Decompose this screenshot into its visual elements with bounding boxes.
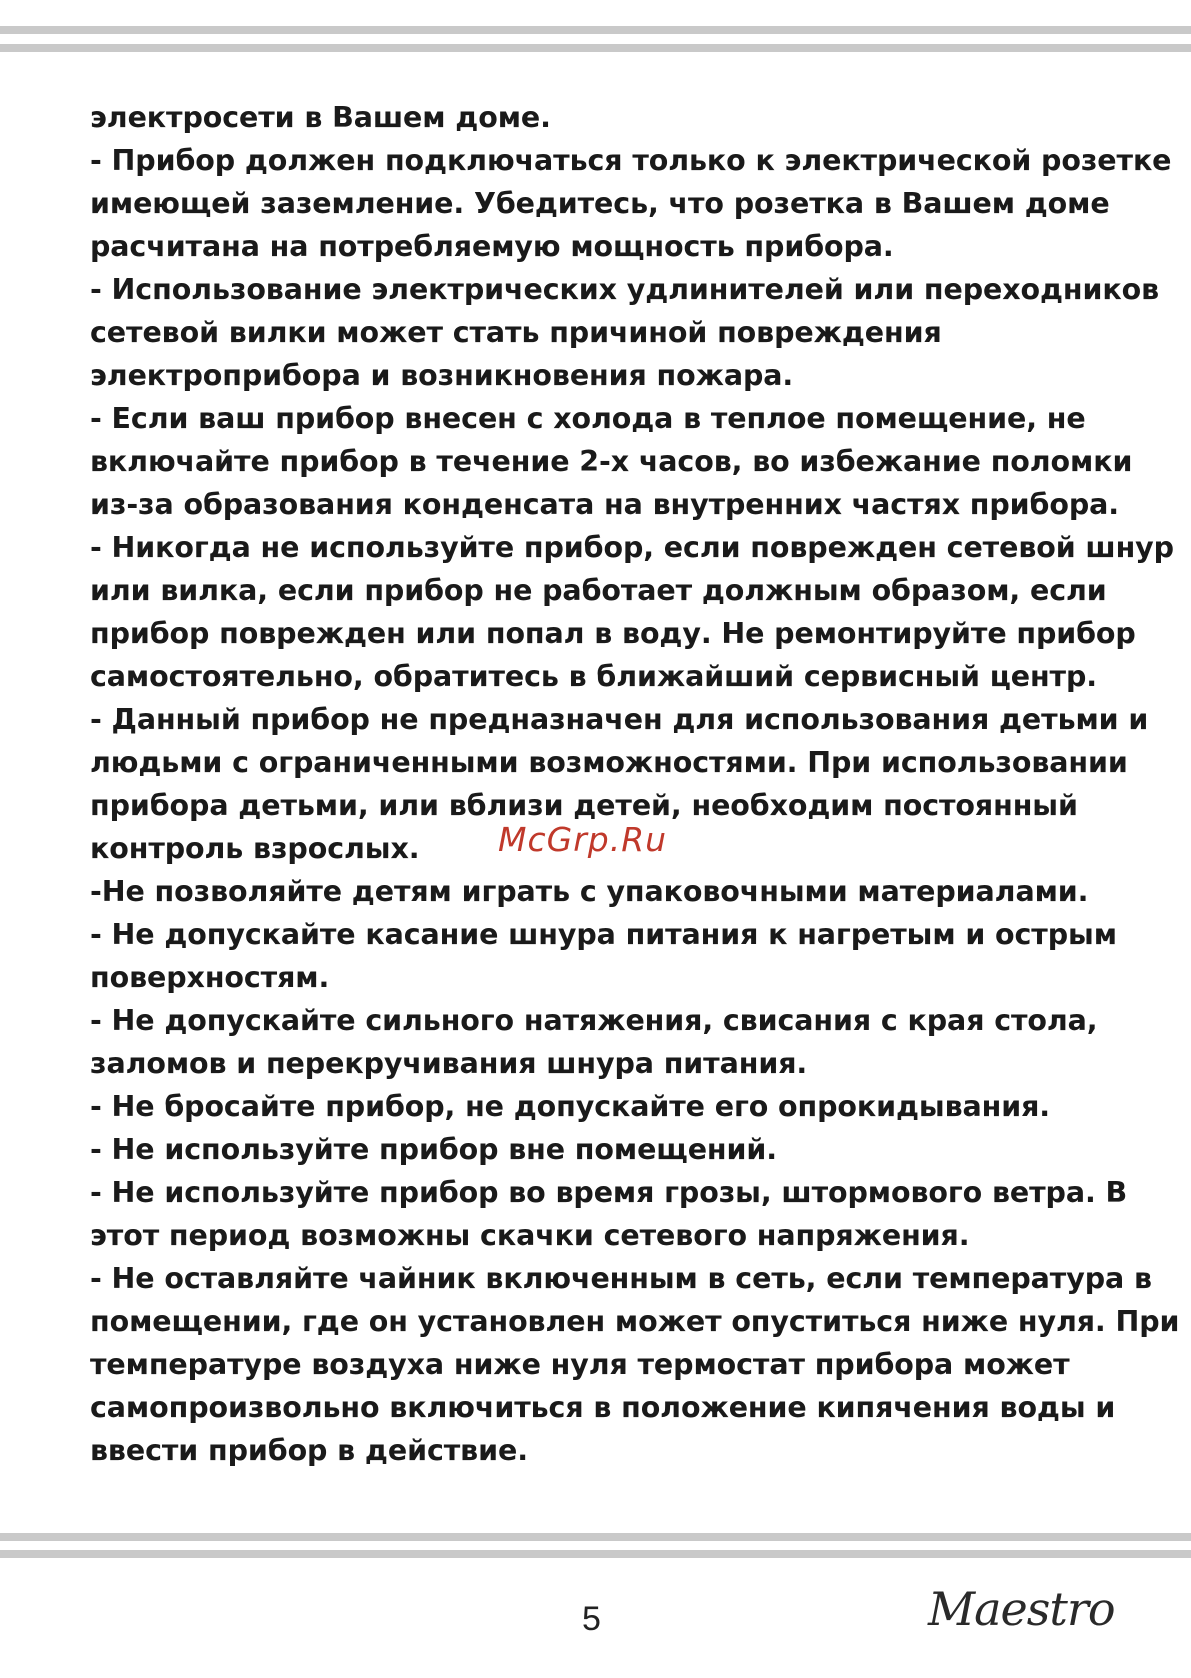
text-line: - Использование электрических удлинителей или переходников <box>90 273 1160 306</box>
text-line: - Не используйте прибор во время грозы, штормового ветра. В <box>90 1176 1128 1209</box>
header-stripe-1 <box>0 26 1191 34</box>
safety-instructions-text <box>90 96 1180 1472</box>
text-line: прибора детьми, или вблизи детей, необходим постоянный <box>90 789 1078 822</box>
text-line: - Никогда не используйте прибор, если поврежден сетевой шнур <box>90 531 1174 564</box>
text-line: температуре воздуха ниже нуля термостат прибора может <box>90 1348 1070 1381</box>
text-line: имеющей заземление. Убедитесь, что розетка в Вашем доме <box>90 187 1110 220</box>
text-line: заломов и перекручивания шнура питания. <box>90 1047 808 1080</box>
text-line: - Не используйте прибор вне помещений. <box>90 1133 777 1166</box>
header-stripe-2 <box>0 44 1191 52</box>
text-line: помещении, где он установлен может опуститься ниже нуля. При <box>90 1305 1180 1338</box>
footer-stripe-1 <box>0 1533 1191 1541</box>
text-line: самопроизвольно включиться в положение кипячения воды и <box>90 1391 1116 1424</box>
text-line: или вилка, если прибор не работает должным образом, если <box>90 574 1107 607</box>
text-line: этот период возможны скачки сетевого напряжения. <box>90 1219 970 1252</box>
text-line: - Не оставляйте чайник включенным в сеть, если температура в <box>90 1262 1152 1295</box>
text-line: - Данный прибор не предназначен для использования детьми и <box>90 703 1149 736</box>
text-line: включайте прибор в течение 2-х часов, во избежание поломки <box>90 445 1133 478</box>
text-line: прибор поврежден или попал в воду. Не ремонтируйте прибор <box>90 617 1136 650</box>
text-line: - Прибор должен подключаться только к электрической розетке <box>90 144 1172 177</box>
text-line: - Не бросайте прибор, не допускайте его опрокидывания. <box>90 1090 1051 1123</box>
watermark: McGrp.Ru <box>498 820 668 859</box>
text-line: из-за образования конденсата на внутренних частях прибора. <box>90 488 1119 521</box>
text-line: расчитана на потребляемую мощность прибора. <box>90 230 894 263</box>
text-line: -Не позволяйте детям играть с упаковочными материалами. <box>90 875 1089 908</box>
text-line: ввести прибор в действие. <box>90 1434 528 1467</box>
text-line: сетевой вилки может стать причиной повреждения <box>90 316 942 349</box>
text-line: электросети в Вашем доме. <box>90 101 551 134</box>
text-line: - Не допускайте касание шнура питания к нагретым и острым <box>90 918 1117 951</box>
brand-logo: Maestro <box>928 1582 1115 1636</box>
text-line: электроприбора и возникновения пожара. <box>90 359 794 392</box>
footer-stripe-2 <box>0 1550 1191 1558</box>
text-line: контроль взрослых. <box>90 832 420 865</box>
text-line: самостоятельно, обратитесь в ближайший сервисный центр. <box>90 660 1098 693</box>
text-line: - Не допускайте сильного натяжения, свисания с края стола, <box>90 1004 1098 1037</box>
text-line: людьми с ограниченными возможностями. При использовании <box>90 746 1128 779</box>
text-line: поверхностям. <box>90 961 330 994</box>
page-number: 5 <box>582 1600 601 1638</box>
text-line: - Если ваш прибор внесен с холода в теплое помещение, не <box>90 402 1086 435</box>
